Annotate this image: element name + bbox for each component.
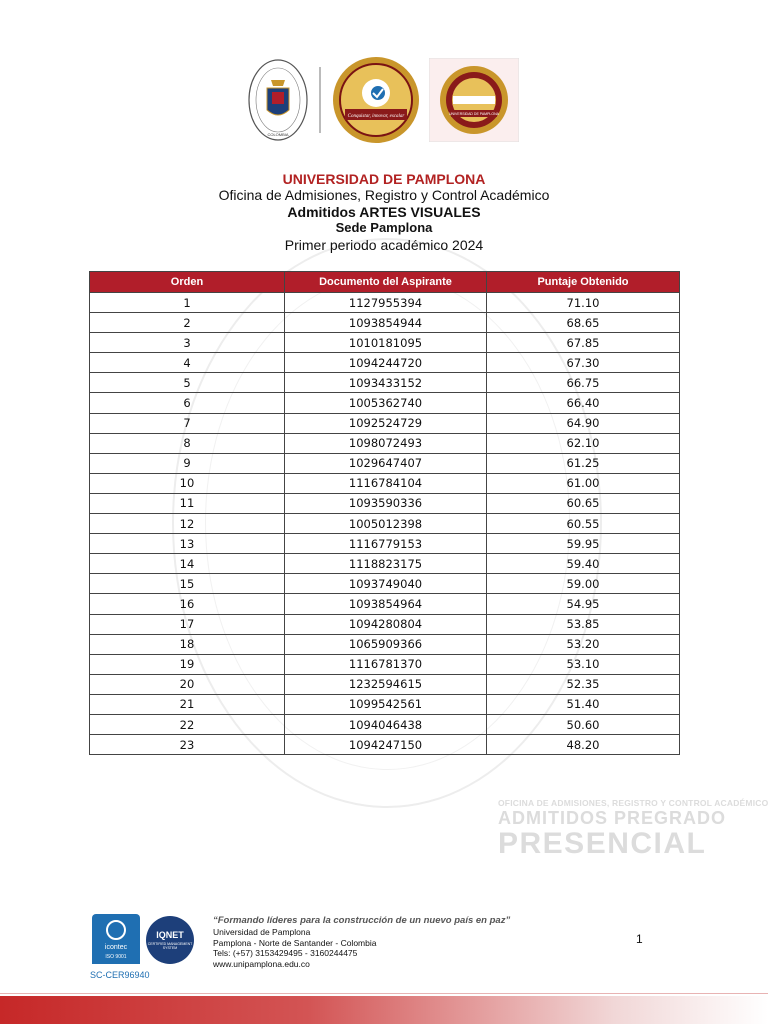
cell-documento: 1093590336 [285, 493, 487, 513]
cell-orden: 14 [90, 554, 285, 574]
cell-puntaje: 48.20 [487, 735, 680, 755]
cell-documento: 1093854944 [285, 313, 487, 333]
cell-puntaje: 67.30 [487, 353, 680, 373]
footer-university: Universidad de Pamplona [213, 927, 311, 937]
cell-puntaje: 62.10 [487, 433, 680, 453]
cell-puntaje: 67.85 [487, 333, 680, 353]
table-row [90, 514, 680, 534]
footer-divider [0, 993, 768, 994]
cell-puntaje: 51.40 [487, 694, 680, 714]
table-row [90, 473, 680, 493]
cell-orden: 5 [90, 373, 285, 393]
iqnet-sub: CERTIFIED MANAGEMENT SYSTEM [147, 942, 193, 950]
cell-documento: 1029647407 [285, 453, 487, 473]
cell-documento: 1005012398 [285, 514, 487, 534]
table-row [90, 634, 680, 654]
intl-accreditation-name: UNIVERSIDAD DE PAMPLONA [449, 112, 499, 116]
footer-color-band [0, 996, 768, 1024]
table-row [90, 373, 680, 393]
cell-documento: 1116781370 [285, 654, 487, 674]
cell-orden: 13 [90, 534, 285, 554]
cell-puntaje: 59.95 [487, 534, 680, 554]
cell-orden: 11 [90, 493, 285, 513]
cell-orden: 10 [90, 473, 285, 493]
cell-documento: 1065909366 [285, 634, 487, 654]
cell-documento: 1116784104 [285, 473, 487, 493]
footer-website[interactable]: www.unipamplona.edu.co [213, 958, 310, 969]
cell-documento: 1094247150 [285, 735, 487, 755]
cell-puntaje: 64.90 [487, 413, 680, 433]
column-header-puntaje: Puntaje Obtenido [487, 272, 680, 293]
cell-puntaje: 52.35 [487, 674, 680, 694]
cell-documento: 1098072493 [285, 433, 487, 453]
cell-orden: 3 [90, 333, 285, 353]
cell-orden: 20 [90, 674, 285, 694]
footer-contact [213, 914, 510, 969]
period-title: Primer periodo académico 2024 [284, 237, 484, 253]
table-body [90, 293, 680, 755]
university-seal-country: COLOMBIA [267, 132, 289, 137]
table-row [90, 594, 680, 614]
cell-orden: 12 [90, 514, 285, 534]
table-header-row [90, 272, 680, 293]
accreditation-motto: Conquistar, innovar, escalar [347, 114, 405, 119]
cell-orden: 7 [90, 413, 285, 433]
table-row [90, 453, 680, 473]
cell-documento: 1093749040 [285, 574, 487, 594]
iqnet-label: IQNET [156, 930, 184, 940]
table-row [90, 694, 680, 714]
cell-documento: 1093433152 [285, 373, 487, 393]
cell-documento: 1094046438 [285, 714, 487, 734]
university-title: UNIVERSIDAD DE PAMPLONA [282, 171, 486, 187]
cell-orden: 22 [90, 714, 285, 734]
cell-puntaje: 54.95 [487, 594, 680, 614]
cell-puntaje: 61.25 [487, 453, 680, 473]
table-row [90, 574, 680, 594]
footer-address: Pamplona - Norte de Santander - Colombia [213, 937, 377, 948]
icontec-icon [106, 920, 126, 940]
cell-documento: 1099542561 [285, 694, 487, 714]
watermark-label [498, 798, 768, 860]
cell-puntaje: 60.65 [487, 493, 680, 513]
table-row [90, 433, 680, 453]
cell-documento: 1094244720 [285, 353, 487, 373]
document-heading [0, 171, 768, 254]
table-row [90, 735, 680, 755]
cell-puntaje: 66.40 [487, 393, 680, 413]
cell-documento: 1232594615 [285, 674, 487, 694]
table-row [90, 493, 680, 513]
university-seal-logo [247, 58, 309, 142]
table-row [90, 293, 680, 313]
cell-orden: 16 [90, 594, 285, 614]
cell-puntaje: 53.20 [487, 634, 680, 654]
cell-orden: 1 [90, 293, 285, 313]
cell-puntaje: 53.10 [487, 654, 680, 674]
column-header-orden: Orden [90, 272, 285, 293]
cell-puntaje: 60.55 [487, 514, 680, 534]
program-title: Admitidos ARTES VISUALES [287, 204, 481, 220]
cell-puntaje: 68.65 [487, 313, 680, 333]
cell-documento: 1093854964 [285, 594, 487, 614]
footer-quote: “Formando líderes para la construcción de un nuevo país en paz” [213, 915, 511, 926]
table-row [90, 333, 680, 353]
iqnet-certification-logo [146, 916, 194, 964]
icontec-iso: ISO 9001 [105, 954, 127, 960]
certification-code: SC-CER96940 [90, 970, 150, 980]
table-row [90, 313, 680, 333]
footer-phones: Tels: (+57) 3153429495 - 3160244475 [213, 948, 358, 958]
cell-orden: 18 [90, 634, 285, 654]
cell-puntaje: 59.40 [487, 554, 680, 574]
table-row [90, 413, 680, 433]
cell-puntaje: 53.85 [487, 614, 680, 634]
watermark-line1: OFICINA DE ADMISIONES, REGISTRO Y CONTROL ACADÉMICO [498, 798, 768, 808]
admitted-table [89, 271, 680, 755]
international-accreditation-logo [429, 58, 519, 142]
table-row [90, 393, 680, 413]
cell-puntaje: 66.75 [487, 373, 680, 393]
cell-puntaje: 71.10 [487, 293, 680, 313]
cell-documento: 1010181095 [285, 333, 487, 353]
cell-orden: 6 [90, 393, 285, 413]
table-row [90, 353, 680, 373]
cell-puntaje: 61.00 [487, 473, 680, 493]
cell-documento: 1127955394 [285, 293, 487, 313]
cell-puntaje: 50.60 [487, 714, 680, 734]
table-row [90, 554, 680, 574]
cell-orden: 2 [90, 313, 285, 333]
cell-orden: 4 [90, 353, 285, 373]
cell-puntaje: 59.00 [487, 574, 680, 594]
table-row [90, 714, 680, 734]
table-row [90, 674, 680, 694]
table-row [90, 654, 680, 674]
icontec-label: icontec [104, 944, 128, 951]
column-header-documento: Documento del Aspirante [285, 272, 487, 293]
watermark-line2: ADMITIDOS PREGRADO [498, 808, 727, 828]
office-title: Oficina de Admisiones, Registro y Control Académico [218, 187, 550, 203]
cell-orden: 8 [90, 433, 285, 453]
cell-orden: 9 [90, 453, 285, 473]
table-row [90, 534, 680, 554]
cell-documento: 1094280804 [285, 614, 487, 634]
logo-divider [319, 67, 321, 133]
table-row [90, 614, 680, 634]
cell-orden: 21 [90, 694, 285, 714]
cell-documento: 1116779153 [285, 534, 487, 554]
header-logos [247, 55, 527, 145]
cell-orden: 17 [90, 614, 285, 634]
campus-title: Sede Pamplona [335, 220, 433, 235]
page-number: 1 [636, 932, 643, 946]
watermark-line3: PRESENCIAL [498, 827, 707, 860]
icontec-certification-logo [92, 914, 140, 964]
cell-orden: 15 [90, 574, 285, 594]
cell-orden: 23 [90, 735, 285, 755]
cell-documento: 1092524729 [285, 413, 487, 433]
accreditation-badge-logo [331, 55, 421, 145]
cell-documento: 1118823175 [285, 554, 487, 574]
cell-orden: 19 [90, 654, 285, 674]
cell-documento: 1005362740 [285, 393, 487, 413]
